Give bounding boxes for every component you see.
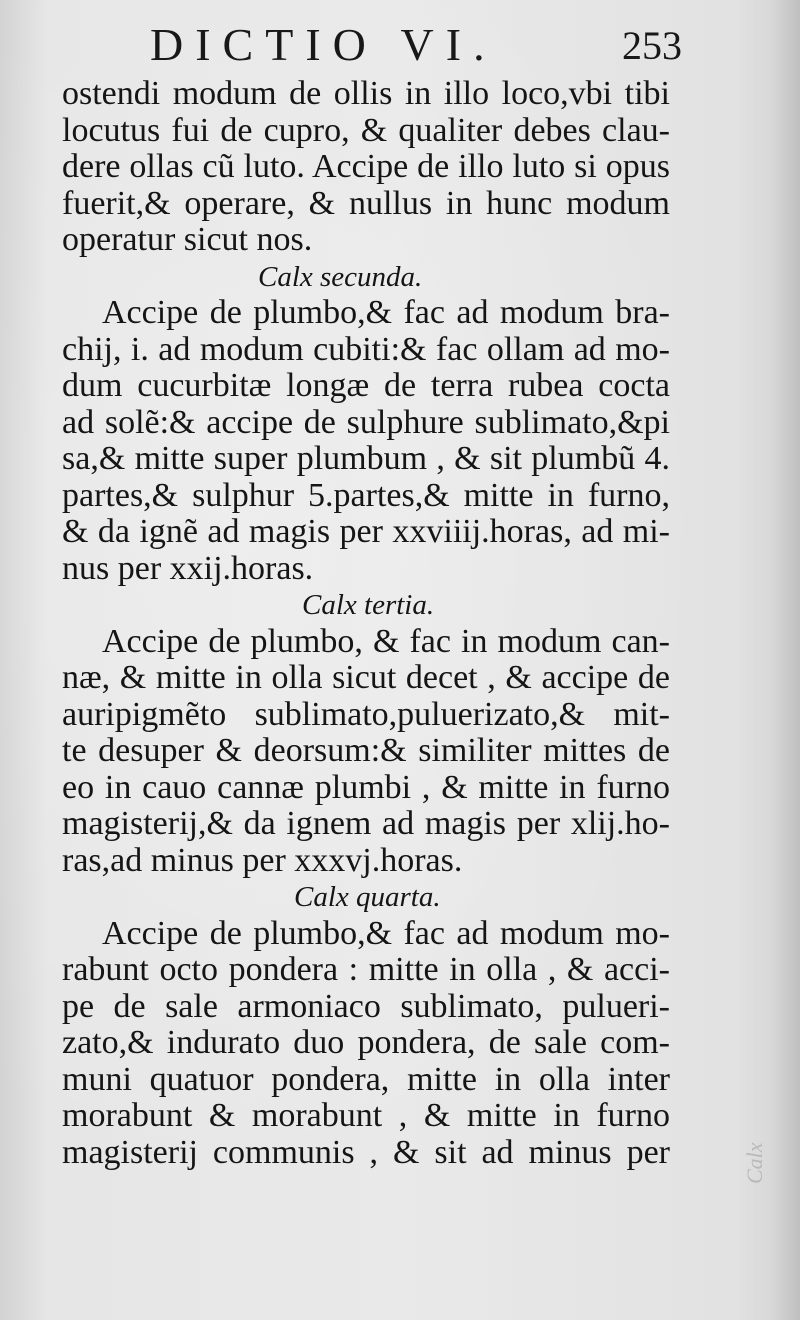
text-line: muni quatuor pondera, mitte in olla inter bbox=[62, 1060, 670, 1098]
text-line: ras,ad minus per xxxvj.horas. bbox=[62, 841, 463, 879]
text-line: morabunt & morabunt , & mitte in furno bbox=[62, 1097, 670, 1134]
text-line: Accipe de plumbo,& fac ad modum bra- bbox=[102, 294, 670, 331]
body-text bbox=[62, 76, 670, 1171]
text-line: eo in cauo cannæ plumbi , & mitte in furno bbox=[62, 768, 670, 806]
paragraph-2 bbox=[62, 295, 670, 587]
text-line: partes,& sulphur 5.partes,& mitte in furno, bbox=[62, 476, 670, 514]
text-line: magisterij communis , & sit ad minus per bbox=[62, 1133, 670, 1171]
text-line: chij, i. ad modum cubiti:& fac ollam ad mo- bbox=[62, 330, 670, 368]
text-line: & da ignẽ ad magis per xxviiij.horas, ad mi- bbox=[62, 513, 670, 550]
text-line: nus per xxij.horas. bbox=[62, 549, 314, 587]
text-line: ad solẽ:& accipe de sulphure sublimato,&pi bbox=[62, 403, 670, 441]
text-line: locutus fui de cupro, & qualiter debes clau- bbox=[62, 111, 670, 149]
page-edge-shadow bbox=[770, 0, 800, 1320]
margin-note-bleedthrough: Calx bbox=[742, 1142, 767, 1184]
page-number: 253 bbox=[622, 23, 682, 68]
paragraph-3 bbox=[62, 624, 670, 880]
section-heading-calx-secunda: Calx secunda. bbox=[258, 260, 423, 293]
text-line: næ, & mitte in olla sicut decet , & accipe de bbox=[62, 659, 670, 696]
text-line: te desuper & deorsum:& similiter mittes de bbox=[62, 732, 670, 769]
text-line: ostendi modum de ollis in illo loco,vbi tibi bbox=[62, 75, 670, 112]
text-line: auripigmẽto sublimato,puluerizato,& mit- bbox=[62, 695, 670, 733]
section-heading-calx-tertia: Calx tertia. bbox=[302, 589, 435, 621]
text-line: fuerit,& operare, & nullus in hunc modum bbox=[62, 184, 670, 222]
text-line: dere ollas cũ luto. Accipe de illo luto si opus bbox=[62, 148, 670, 185]
text-line: pe de sale armoniaco sublimato, pulueri- bbox=[62, 987, 670, 1025]
text-line: zato,& indurato duo pondera, de sale com- bbox=[62, 1024, 670, 1061]
text-line: magisterij,& da ignem ad magis per xlij.ho- bbox=[62, 805, 670, 842]
text-line: sa,& mitte super plumbum , & sit plumbũ 4. bbox=[62, 440, 670, 477]
paragraph-1 bbox=[62, 76, 670, 259]
text-line: rabunt octo pondera : mitte in olla , & acci- bbox=[62, 951, 670, 988]
text-line: operatur sicut nos. bbox=[62, 221, 313, 258]
running-head: DICTIO VI. bbox=[150, 19, 497, 70]
text-line: Accipe de plumbo, & fac in modum can- bbox=[102, 622, 670, 660]
text-line: Accipe de plumbo,& fac ad modum mo- bbox=[102, 914, 670, 952]
section-heading-calx-quarta: Calx quarta. bbox=[294, 881, 441, 913]
text-line: dum cucurbitæ longæ de terra rubea cocta bbox=[62, 367, 670, 404]
page-header bbox=[0, 18, 800, 78]
paragraph-4 bbox=[62, 916, 670, 1172]
